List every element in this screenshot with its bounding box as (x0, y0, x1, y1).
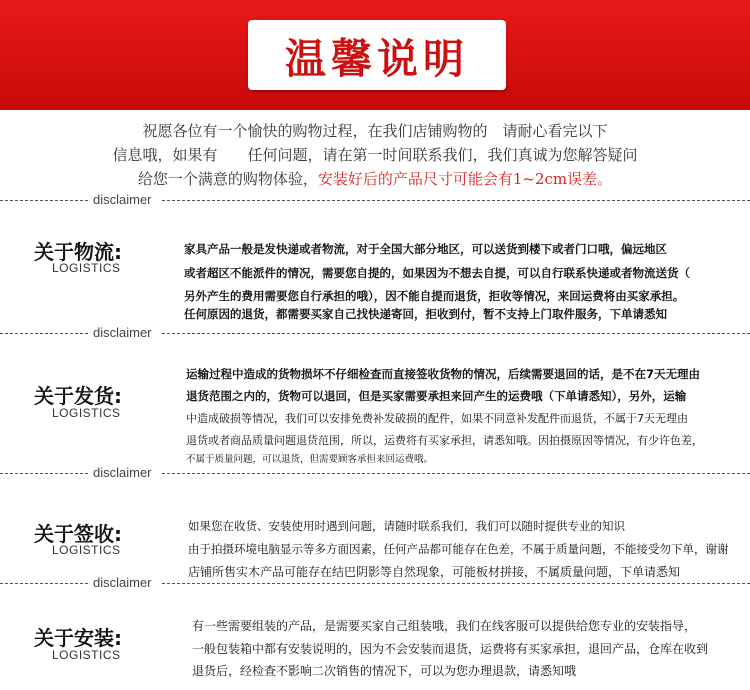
logistics-line: 或者超区不能派件的情况，需要您自提的，如果因为不想去自提，可以自行联系快递或者物流送货（ (184, 266, 690, 280)
page-title: 温馨说明 (285, 34, 469, 83)
section-subtitle: LOGISTICS (52, 543, 121, 557)
shipping-line: 退货范围之内的，货物可以退回，但是买家需要承担来回产生的运费哦（下单请悉知），另外，运输 (186, 389, 687, 403)
divider-label: disclaimer (93, 192, 152, 207)
installation-line: 有一些需要组装的产品，是需要买家自己组装哦，我们在线客服可以提供给您专业的安装指导， (192, 619, 697, 633)
section-title-shipping: 关于发货: (34, 384, 122, 408)
section-subtitle: LOGISTICS (52, 261, 121, 275)
installation-line: 一般包装箱中都有安装说明的，因为不会安装而退货，运费将有买家承担，退回产品，仓库在收到 (192, 642, 709, 656)
receipt-line: 店铺所售实木产品可能存在结巴阴影等自然现象，可能板材拼接，不属质量问题，下单请悉知 (188, 565, 681, 579)
intro-line-1: 祝愿各位有一个愉快的购物过程，在我们店铺购物的 请耐心看完以下 (142, 122, 608, 140)
intro-line-3-text: 给您一个满意的购物体验， (137, 170, 318, 188)
receipt-line: 如果您在收货、安装使用时遇到问题，请随时联系我们，我们可以随时提供专业的知识 (188, 519, 625, 533)
disclaimer-divider (0, 325, 750, 341)
divider-label: disclaimer (93, 465, 152, 480)
disclaimer-divider (0, 575, 750, 591)
section-subtitle: LOGISTICS (52, 406, 121, 420)
size-tolerance-note: 安装好后的产品尺寸可能会有1~2cm误差。 (317, 170, 613, 188)
installation-line: 退货后，经检查不影响二次销售的情况下，可以为您办理退款，请悉知哦 (192, 664, 577, 678)
receipt-line: 由于拍摄环境电脑显示等多方面因素，任何产品都可能存在色差，不属于质量问题，不能接受勿下单，谢谢 (188, 542, 729, 556)
section-title-logistics: 关于物流: (34, 240, 122, 264)
divider-label: disclaimer (93, 575, 152, 590)
shipping-line: 运输过程中造成的货物损坏不仔细检查而直接签收货物的情况，后续需要退回的话，是不在7天无理由 (186, 367, 700, 381)
section-title-receipt: 关于签收: (34, 522, 122, 546)
shipping-line: 不属于质量问题，可以退货，但需要顾客承担来回运费哦。 (186, 454, 434, 465)
logistics-line: 另外产生的费用需要您自行承担的哦），因不能自提而退货，拒收等情况，来回运费将由买家承担。 (184, 289, 685, 303)
section-subtitle: LOGISTICS (52, 648, 121, 662)
intro-line-2: 信息哦，如果有 任何问题，请在第一时间联系我们，我们真诚为您解答疑问 (112, 146, 638, 164)
shipping-line: 退货或者商品质量问题退货范围，所以，运费将有买家承担，请悉知哦。因拍摄原因等情况，有少许色差， (186, 434, 703, 447)
header-banner (0, 0, 750, 110)
title-box (248, 20, 506, 90)
logistics-line: 家具产品一般是发快递或者物流，对于全国大部分地区，可以送货到楼下或者门口哦，偏远地区 (184, 242, 667, 256)
divider-label: disclaimer (93, 325, 152, 340)
section-title-installation: 关于安装: (34, 626, 122, 650)
disclaimer-divider (0, 192, 750, 208)
intro-line-3 (0, 168, 750, 189)
shipping-line: 中造成破损等情况，我们可以安排免费补发破损的配件，如果不同意补发配件而退货，不属于7天无理由 (186, 412, 688, 425)
logistics-line: 任何原因的退货，都需要买家自己找快递寄回，拒收到付，暂不支持上门取件服务，下单请悉知 (184, 307, 667, 321)
disclaimer-divider (0, 465, 750, 481)
